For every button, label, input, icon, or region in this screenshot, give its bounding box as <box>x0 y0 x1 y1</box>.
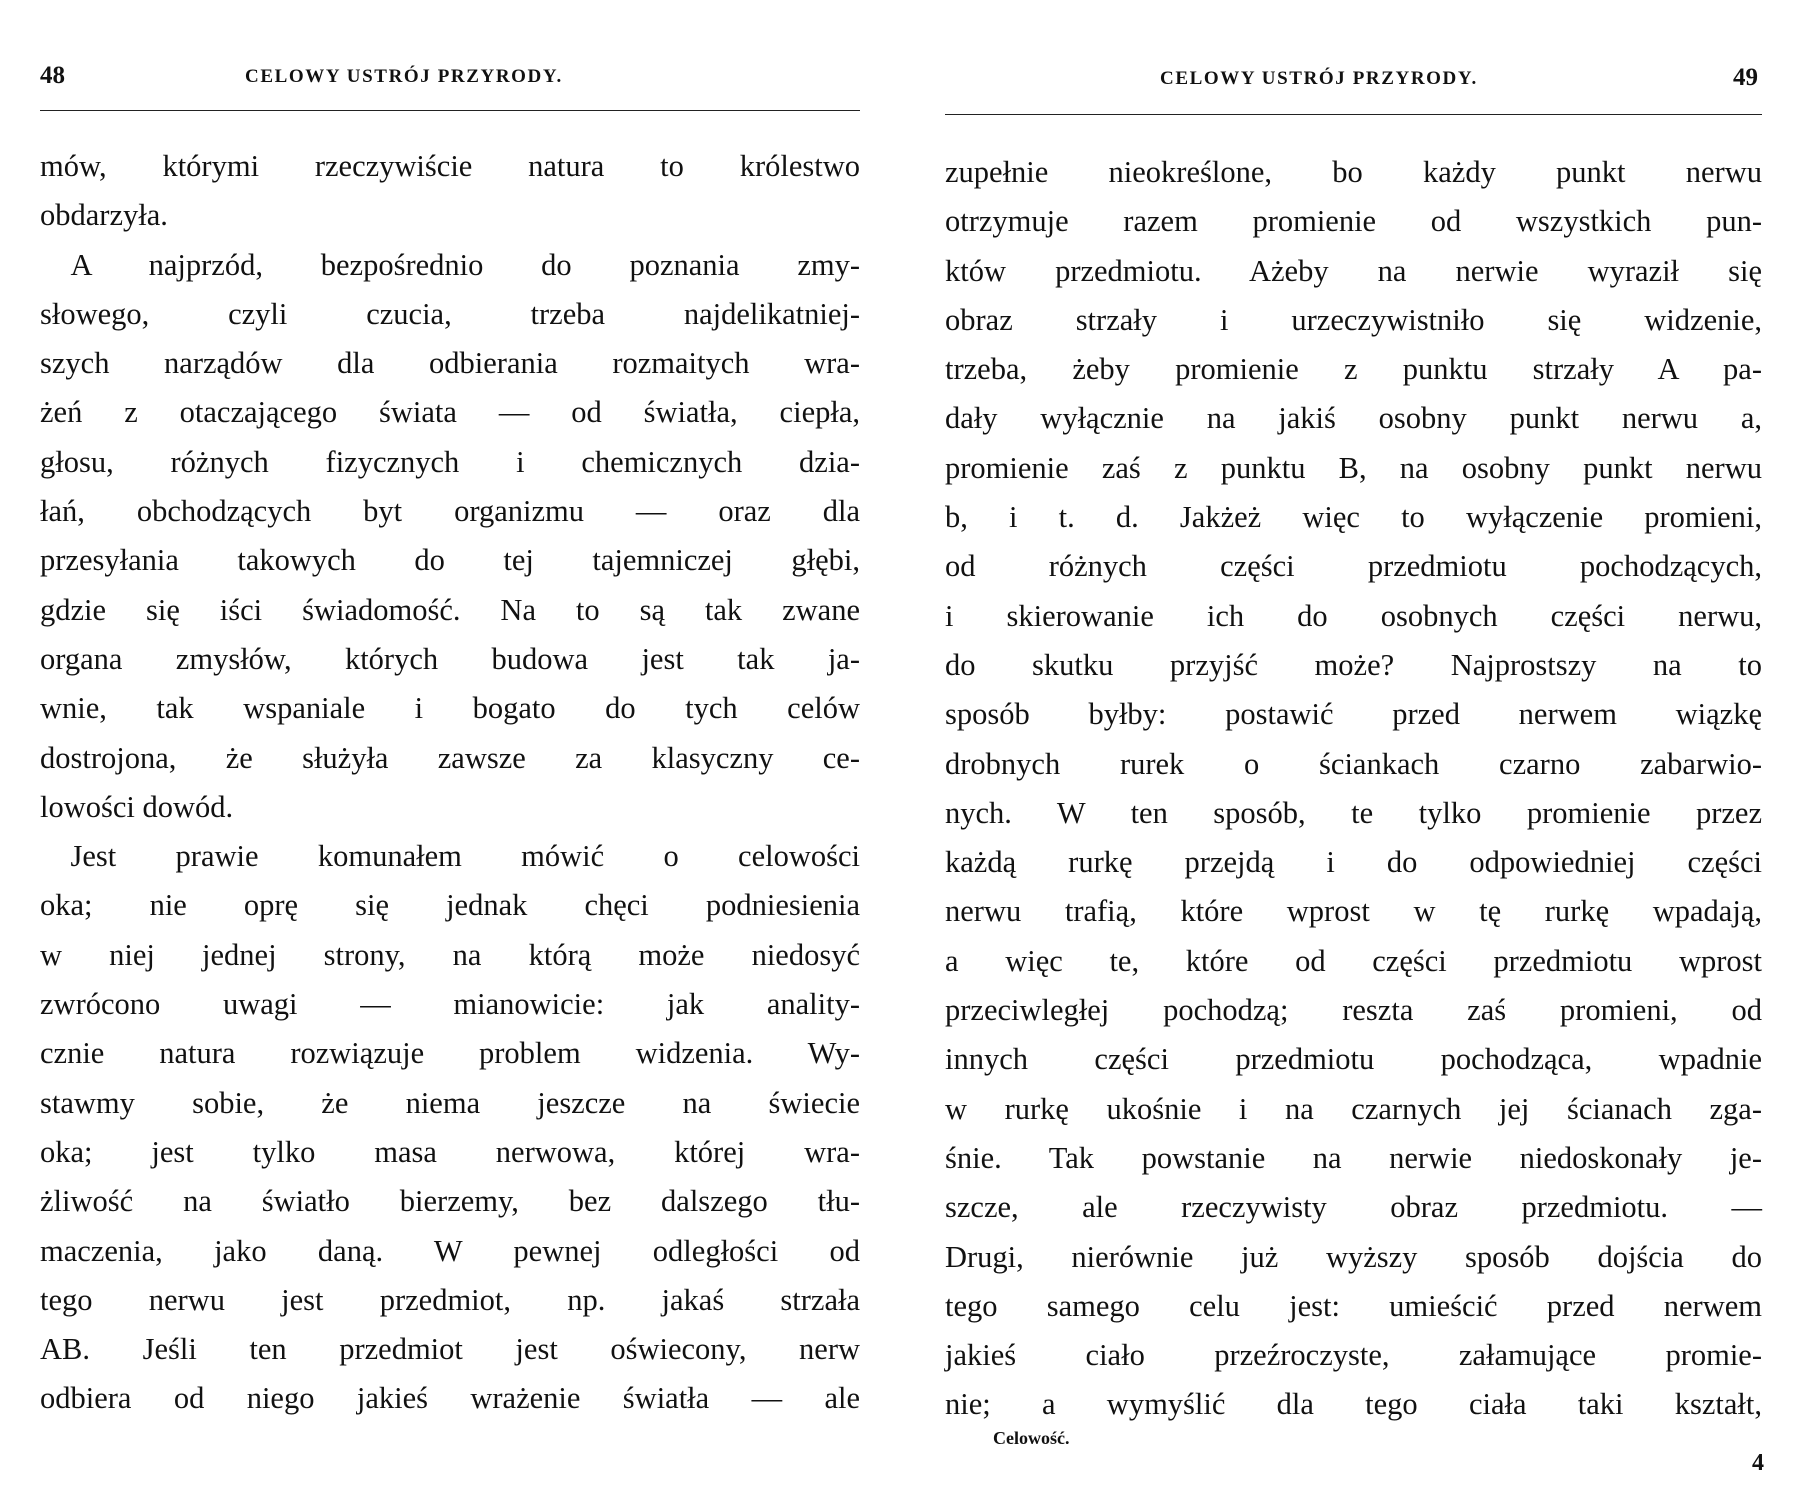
left-page-body <box>40 142 860 1424</box>
right-page-header <box>945 60 1762 115</box>
text-line: głosu, różnych fizycznych i chemicznych dzia- <box>40 444 860 479</box>
text-line: sposób byłby: postawić przed nerwem wiązkę <box>945 697 1762 732</box>
text-line: A najprzód, bezpośrednio do poznania zmy- <box>40 247 860 282</box>
text-line: trzeba, żeby promienie z punktu strzały A pa- <box>945 352 1762 387</box>
text-line: i skierowanie ich do osobnych części nerwu, <box>945 598 1762 633</box>
text-line: zwrócono uwagi — mianowicie: jak anality- <box>40 987 860 1022</box>
text-line: od różnych części przedmiotu pochodzących, <box>945 549 1762 584</box>
text-line: śnie. Tak powstanie na nerwie niedoskonały je- <box>945 1140 1762 1175</box>
text-line: przesyłania takowych do tej tajemniczej głębi, <box>40 543 860 578</box>
text-line: drobnych rurek o ściankach czarno zabarwio- <box>945 746 1762 781</box>
left-page-number: 48 <box>40 62 65 89</box>
text-line: organa zmysłów, których budowa jest tak ja- <box>40 641 860 676</box>
text-line: Jest prawie komunałem mówić o celowości <box>40 839 860 874</box>
left-page-header <box>40 58 860 111</box>
text-line: dostrojona, że służyła zawsze za klasyczny ce- <box>40 740 860 775</box>
right-page-body <box>945 148 1762 1430</box>
text-line: a więc te, które od części przedmiotu wprost <box>945 943 1762 978</box>
left-running-head: CELOWY USTRÓJ PRZYRODY. <box>245 66 563 87</box>
text-line: któw przedmiotu. Ażeby na nerwie wyraził się <box>945 253 1762 288</box>
text-line: wnie, tak wspaniale i bogato do tych celów <box>40 691 860 726</box>
text-line: mów, którymi rzeczywiście natura to królestwo <box>40 149 860 183</box>
text-line: w rurkę ukośnie i na czarnych jej ścianach zga- <box>945 1091 1762 1126</box>
text-line: promienie zaś z punktu B, na osobny punkt nerwu <box>945 450 1762 485</box>
text-line: łań, obchodzących byt organizmu — oraz dla <box>40 494 860 529</box>
text-line: obdarzyła. <box>40 198 168 233</box>
text-line: nie; a wymyślić dla tego ciała taki kształt, <box>945 1387 1762 1422</box>
text-line: jakieś ciało przeźroczyste, załamujące promie- <box>945 1338 1762 1373</box>
text-line: cznie natura rozwiązuje problem widzenia. Wy- <box>40 1036 860 1071</box>
text-line: zupełnie nieokreślone, bo każdy punkt nerwu <box>945 155 1762 189</box>
text-line: w niej jednej strony, na którą może niedosyć <box>40 937 860 972</box>
text-line: innych części przedmiotu pochodząca, wpadnie <box>945 1042 1762 1077</box>
text-line: maczenia, jako daną. W pewnej odległości od <box>40 1233 860 1268</box>
right-page-number: 49 <box>1733 64 1758 91</box>
text-line: AB. Jeśli ten przedmiot jest oświecony, nerw <box>40 1332 860 1367</box>
text-line: przeciwległej pochodzą; reszta zaś promieni, od <box>945 993 1762 1028</box>
text-line: b, i t. d. Jakżeż więc to wyłączenie promieni, <box>945 500 1762 535</box>
text-line: Drugi, nierównie już wyższy sposób dojścia do <box>945 1239 1762 1274</box>
text-line: oka; jest tylko masa nerwowa, której wra- <box>40 1134 860 1169</box>
printer-signature: Celowość. <box>993 1428 1070 1448</box>
right-running-head: CELOWY USTRÓJ PRZYRODY. <box>1160 68 1478 89</box>
text-line: stawmy sobie, że niema jeszcze na świecie <box>40 1085 860 1120</box>
signature-mark: 4 <box>1752 1450 1764 1476</box>
text-line: nerwu trafią, które wprost w tę rurkę wpadają, <box>945 894 1762 929</box>
text-line: żliwość na światło bierzemy, bez dalszego tłu- <box>40 1184 860 1219</box>
text-line: każdą rurkę przejdą i do odpowiedniej części <box>945 845 1762 880</box>
text-line: szych narządów dla odbierania rozmaitych wra- <box>40 346 860 381</box>
text-line: dały wyłącznie na jakiś osobny punkt nerwu a, <box>945 401 1762 436</box>
text-line: szcze, ale rzeczywisty obraz przedmiotu. — <box>945 1190 1762 1225</box>
text-line: do skutku przyjść może? Najprostszy na to <box>945 647 1762 682</box>
text-line: oka; nie oprę się jednak chęci podniesienia <box>40 888 860 923</box>
text-line: obraz strzały i urzeczywistniło się widzenie, <box>945 302 1762 337</box>
text-line: żeń z otaczającego świata — od światła, ciepła, <box>40 395 860 430</box>
text-line: otrzymuje razem promienie od wszystkich pun- <box>945 204 1762 239</box>
text-line: tego samego celu jest: umieścić przed nerwem <box>945 1288 1762 1323</box>
text-line: lowości dowód. <box>40 789 234 824</box>
text-line: nych. W ten sposób, te tylko promienie przez <box>945 795 1762 830</box>
text-line: odbiera od niego jakieś wrażenie światła — ale <box>40 1381 860 1416</box>
text-line: gdzie się iści świadomość. Na to są tak zwane <box>40 592 860 627</box>
text-line: tego nerwu jest przedmiot, np. jakaś strzała <box>40 1282 860 1317</box>
text-line: słowego, czyli czucia, trzeba najdelikatniej- <box>40 296 860 331</box>
